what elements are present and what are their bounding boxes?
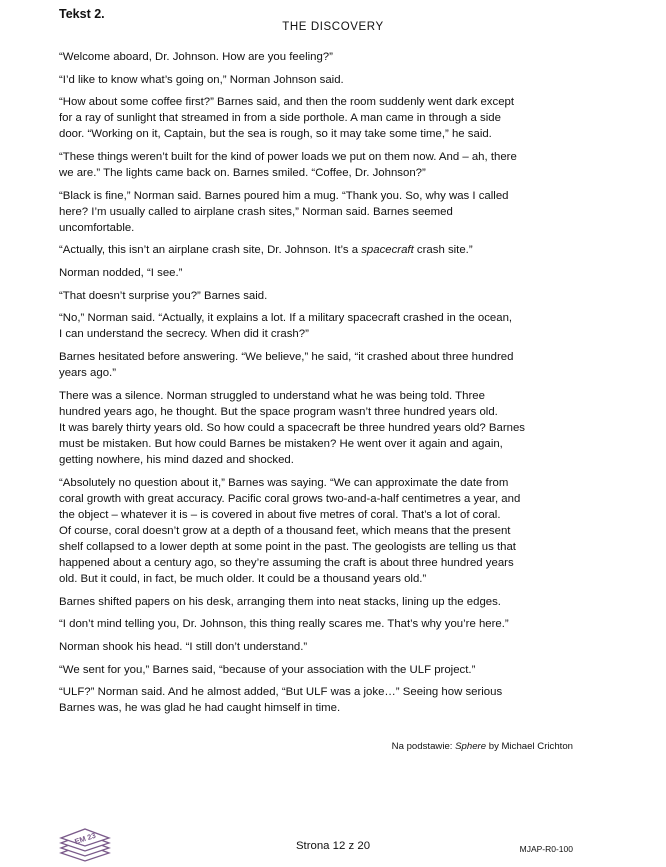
italic-word: spacecraft (361, 244, 414, 257)
text-line: “We sent for you,” Barnes said, “because of your association with the ULF project.” (59, 663, 476, 676)
paragraph-3 (59, 94, 579, 142)
text-line: hundred years ago, he thought. But the space program wasn’t three hundred years old. (59, 405, 498, 418)
story-body (59, 49, 579, 723)
page-number: Strona 12 z 20 (295, 840, 371, 852)
text-line: coral growth with great accuracy. Pacific coral grows two-and-a-half centimetres a year, and (59, 492, 521, 505)
text-line: we are.” The lights came back on. Barnes smiled. “Coffee, Dr. Johnson?” (59, 167, 426, 180)
text-line: happened about a century ago, so they’re assuming the craft is about three hundred years (59, 557, 514, 570)
text-line: getting nowhere, his mind dazed and shocked. (59, 453, 294, 466)
text-line: “How about some coffee first?” Barnes said, and then the room suddenly went dark except (59, 96, 515, 109)
text-line: I can understand the secrecy. When did it crash?” (59, 328, 309, 341)
text-line: “That doesn’t surprise you?” Barnes said. (59, 289, 268, 302)
paragraph-9 (59, 310, 579, 342)
text-line: Norman shook his head. “I still don’t understand.” (59, 640, 308, 653)
text-line: the object – whatever it is – is covered in about five metres of coral. That’s a lot of coral. (59, 508, 501, 521)
text-line: “I don’t mind telling you, Dr. Johnson, this thing really scares me. That’s why you’re here.” (59, 618, 509, 631)
text-line: There was a silence. Norman struggled to understand what he was being told. Three (59, 389, 485, 402)
source-author: by Michael Crichton (486, 741, 573, 752)
text-line: years ago.” (59, 367, 116, 379)
paragraph-15 (59, 639, 579, 655)
source-attribution (300, 741, 573, 752)
text-number-label: Tekst 2. (59, 7, 105, 21)
text-line: It was barely thirty years old. So how could a spacecraft be three hundred years old? Barnes (59, 421, 526, 434)
text-line: shelf collapsed to a lower depth at some point in the past. The geologists are telling us that (59, 540, 516, 553)
text-line: Norman nodded, “I see.” (59, 267, 183, 280)
paragraph-12 (59, 475, 579, 588)
paragraph-5 (59, 188, 579, 236)
paragraph-2 (59, 72, 579, 88)
paragraph-16 (59, 662, 579, 678)
text-line: Barnes hesitated before answering. “We believe,” he said, “it crashed about three hundred (59, 350, 514, 363)
text-title: THE DISCOVERY (282, 21, 384, 33)
paragraph-11 (59, 388, 579, 468)
text-segment: “Actually, this isn’t an airplane crash site, Dr. Johnson. It’s a (59, 244, 362, 257)
text-line: “No,” Norman said. “Actually, it explains a lot. If a military spacecraft crashed in the ocean, (59, 312, 513, 325)
text-line: door. “Working on it, Captain, but the sea is rough, so it may take some time,” he said. (59, 128, 492, 141)
logo-text: EM 23 (73, 830, 97, 847)
text-line: Barnes was, he was glad he had caught himself in time. (59, 702, 341, 715)
exam-code: MJAP-R0-100 (519, 844, 573, 854)
paragraph-8 (59, 288, 579, 304)
source-work-title: Sphere (455, 741, 487, 752)
paragraph-6 (59, 242, 579, 258)
text-line: here? I’m usually called to airplane crash sites,” Norman said. Barnes seemed (59, 205, 453, 218)
text-line: “I’d like to know what’s going on,” Norman Johnson said. (59, 73, 344, 86)
text-line (59, 242, 579, 258)
paragraph-1 (59, 49, 579, 65)
text-line: “Welcome aboard, Dr. Johnson. How are you feeling?” (59, 51, 333, 63)
text-line: Barnes shifted papers on his desk, arranging them into neat stacks, lining up the edges. (59, 595, 501, 608)
source-prefix: Na podstawie: (391, 741, 456, 752)
text-line: uncomfortable. (59, 221, 135, 234)
text-line: “Black is fine,” Norman said. Barnes poured him a mug. “Thank you. So, why was I called (59, 189, 509, 202)
paragraph-13 (59, 594, 579, 610)
text-line: “ULF?” Norman said. And he almost added, “But ULF was a joke…” Seeing how serious (59, 686, 503, 699)
paragraph-17 (59, 684, 579, 716)
paragraph-4 (59, 149, 579, 181)
text-segment: crash site.” (413, 244, 473, 257)
text-line: Of course, coral doesn’t grow at a depth of a thousand feet, which means that the present (59, 524, 511, 537)
text-line: “Absolutely no question about it,” Barnes was saying. “We can approximate the date from (59, 476, 509, 489)
text-line: old. But it could, in fact, be much older. It could be a thousand years old.” (59, 573, 427, 586)
paragraph-10 (59, 349, 579, 381)
paragraph-14 (59, 616, 579, 632)
text-line: “These things weren’t built for the kind of power loads we put on them now. And – ah, there (59, 150, 517, 163)
paragraph-7 (59, 265, 579, 281)
text-line: for a ray of sunlight that streamed in from a side porthole. A man came in through a side (59, 112, 501, 125)
text-line: must be mistaken. But how could Barnes be mistaken? He went over it again and again, (59, 437, 503, 450)
